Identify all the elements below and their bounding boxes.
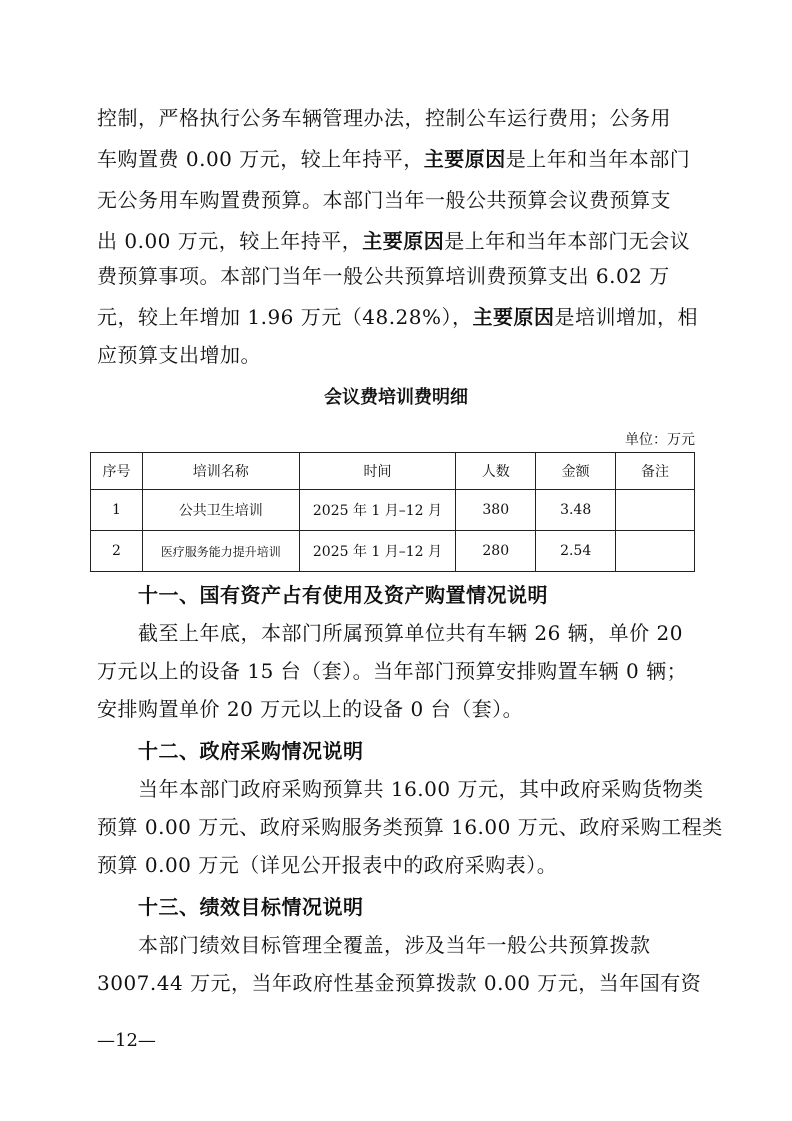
paragraph-line: 预算 0.00 万元（详见公开报表中的政府采购表）。 [97, 853, 558, 877]
paragraph-line: 应预算支出增加。 [97, 343, 261, 367]
paragraph-line: 本部门绩效目标管理全覆盖，涉及当年一般公共预算拨款 [138, 933, 651, 957]
table-row [91, 490, 695, 531]
table-cell: 2025 年 1 月–12 月 [299, 490, 456, 531]
table-cell: 公共卫生培训 [142, 490, 299, 531]
paragraph-line: 截至上年底，本部门所属预算单位共有车辆 26 辆，单价 20 [138, 621, 683, 645]
paragraph-line: 万元以上的设备 15 台（套）。当年部门预算安排购置车辆 0 辆； [97, 659, 688, 683]
table-cell: 280 [456, 531, 536, 572]
paragraph-line: 安排购置单价 20 万元以上的设备 0 台（套）。 [97, 697, 524, 721]
table-cell: 2 [91, 531, 143, 572]
paragraph-line: 控制，严格执行公务车辆管理办法，控制公车运行费用；公务用 [97, 106, 671, 130]
table-row [91, 531, 695, 572]
paragraph-line: 无公务用车购置费预算。本部门当年一般公共预算会议费预算支 [97, 188, 671, 212]
table-title: 会议费培训费明细 [324, 387, 468, 408]
table-header-row [91, 453, 695, 490]
paragraph-line: 3007.44 万元，当年政府性基金预算拨款 0.00 万元，当年国有资 [97, 971, 702, 995]
table-cell: 380 [456, 490, 536, 531]
header-cell: 备注 [616, 453, 695, 490]
paragraph-line: 车购置费 0.00 万元，较上年持平，主要原因是上年和当年本部门 [97, 147, 691, 171]
header-cell: 金额 [536, 453, 616, 490]
header-cell: 序号 [91, 453, 143, 490]
emphasis-text: 主要原因 [472, 305, 555, 329]
emphasis-text: 主要原因 [423, 147, 506, 171]
section-heading: 十二、政府采购情况说明 [138, 739, 364, 763]
paragraph-line: 元，较上年增加 1.96 万元（48.28%），主要原因是培训增加，相 [97, 305, 699, 329]
header-cell: 培训名称 [142, 453, 299, 490]
table-cell: 3.48 [536, 490, 616, 531]
paragraph-line: 预算 0.00 万元、政府采购服务类预算 16.00 万元、政府采购工程类 [97, 815, 723, 839]
table-cell: 2025 年 1 月–12 月 [299, 531, 456, 572]
page-number: —12— [97, 1030, 156, 1051]
section-heading: 十一、国有资产占有使用及资产购置情况说明 [138, 583, 548, 607]
table-cell [616, 490, 695, 531]
header-cell: 人数 [456, 453, 536, 490]
table-cell: 2.54 [536, 531, 616, 572]
unit-label: 单位：万元 [625, 432, 695, 448]
table-cell: 1 [91, 490, 143, 531]
paragraph-line: 费预算事项。本部门当年一般公共预算培训费预算支出 6.02 万 [97, 264, 670, 288]
training-fee-table [90, 452, 695, 572]
header-cell: 时间 [299, 453, 456, 490]
paragraph-line: 当年本部门政府采购预算共 16.00 万元，其中政府采购货物类 [138, 777, 704, 801]
emphasis-text: 主要原因 [362, 229, 445, 253]
paragraph-line: 出 0.00 万元，较上年持平，主要原因是上年和当年本部门无会议 [97, 229, 691, 253]
table-cell: 医疗服务能力提升培训 [142, 531, 299, 572]
table-cell [616, 531, 695, 572]
section-heading: 十三、绩效目标情况说明 [138, 895, 364, 919]
